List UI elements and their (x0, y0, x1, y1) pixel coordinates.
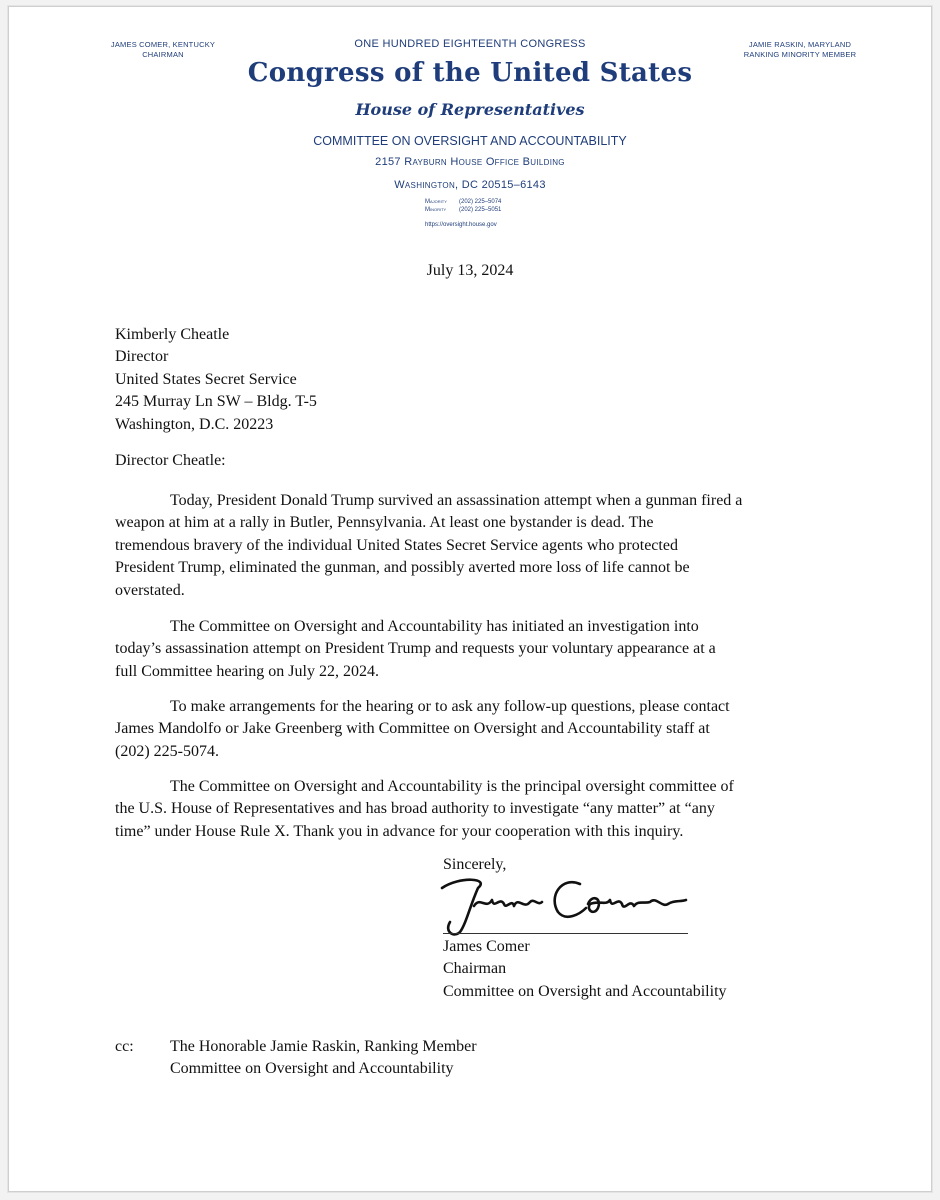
paragraph-line: Today, President Donald Trump survived an assassination attempt when a gunman fired a (170, 492, 743, 509)
paragraph-line: (202) 225-5074. (115, 742, 219, 760)
paragraph-line: today’s assassination attempt on President Trump and requests your voluntary appearance at a (115, 640, 716, 658)
website-link[interactable]: https://oversight.house.gov (425, 222, 497, 228)
letterhead-title: Congress of the United States (247, 58, 693, 88)
body-paragraph-2 (115, 616, 830, 683)
cc-committee: Committee on Oversight and Accountability (170, 1060, 454, 1078)
phone-block (425, 198, 501, 214)
house-label: House of Representatives (355, 100, 585, 119)
paragraph-line: President Trump, eliminated the gunman, and possibly averted more loss of life cannot be (115, 559, 690, 577)
chairman-name: JAMES COMER, KENTUCKY (110, 40, 216, 49)
addressee-block (115, 324, 317, 436)
addressee-city: Washington, D.C. 20223 (115, 415, 274, 433)
paragraph-line: time” under House Rule X. Thank you in advance for your cooperation with this inquiry. (115, 822, 684, 840)
signer-block (443, 936, 727, 1003)
city-address: Washington, DC 20515–6143 (394, 179, 546, 191)
paragraph-line: James Mandolfo or Jake Greenberg with Committee on Oversight and Accountability staff at (115, 720, 710, 738)
paragraph-line: The Committee on Oversight and Accountability is the principal oversight committee of (170, 778, 734, 795)
addressee-street: 245 Murray Ln SW – Bldg. T-5 (115, 393, 317, 411)
addressee-agency: United States Secret Service (115, 370, 297, 388)
letter-date: July 13, 2024 (426, 262, 514, 279)
signer-title: Chairman (443, 960, 507, 978)
addressee-title: Director (115, 348, 169, 366)
paragraph-line: tremendous bravery of the individual United States Secret Service agents who protected (115, 536, 678, 554)
cc-label: cc: (115, 1038, 134, 1055)
chairman-title: CHAIRMAN (142, 50, 184, 59)
paragraph-line: overstated. (115, 581, 185, 599)
signature-line (443, 933, 688, 934)
office-address: 2157 Rayburn House Office Building (375, 156, 565, 168)
ranking-member-title: RANKING MINORITY MEMBER (743, 50, 857, 59)
body-paragraph-4 (115, 776, 830, 843)
congress-label: ONE HUNDRED EIGHTEENTH CONGRESS (354, 38, 586, 50)
paragraph-line: To make arrangements for the hearing or to ask any follow-up questions, please contact (170, 698, 730, 715)
paragraph-line: weapon at him at a rally in Butler, Pennsylvania. At least one bystander is dead. The (115, 514, 654, 532)
majority-phone: (202) 225–5074 (459, 199, 502, 205)
minority-label: Minority (425, 207, 447, 213)
paragraph-line: full Committee hearing on July 22, 2024. (115, 662, 379, 680)
cc-block (170, 1036, 477, 1081)
committee-name: COMMITTEE ON OVERSIGHT AND ACCOUNTABILITY (313, 134, 627, 148)
cc-recipient: The Honorable Jamie Raskin, Ranking Member (170, 1038, 477, 1055)
body-paragraph-3 (115, 696, 830, 763)
paragraph-line: The Committee on Oversight and Accountability has initiated an investigation into (170, 618, 699, 635)
signature-image (430, 866, 700, 938)
signer-committee: Committee on Oversight and Accountability (443, 982, 727, 1000)
addressee-name: Kimberly Cheatle (115, 326, 230, 343)
ranking-member-name: JAMIE RASKIN, MARYLAND (748, 40, 852, 49)
salutation: Director Cheatle: (115, 452, 226, 469)
signer-name: James Comer (443, 938, 530, 955)
body-paragraph-1 (115, 490, 830, 602)
majority-label: Majority (425, 199, 447, 205)
minority-phone: (202) 225–5051 (459, 207, 502, 213)
paragraph-line: the U.S. House of Representatives and has broad authority to investigate “any matter” at “any (115, 800, 715, 818)
closing: Sincerely, (443, 856, 507, 873)
